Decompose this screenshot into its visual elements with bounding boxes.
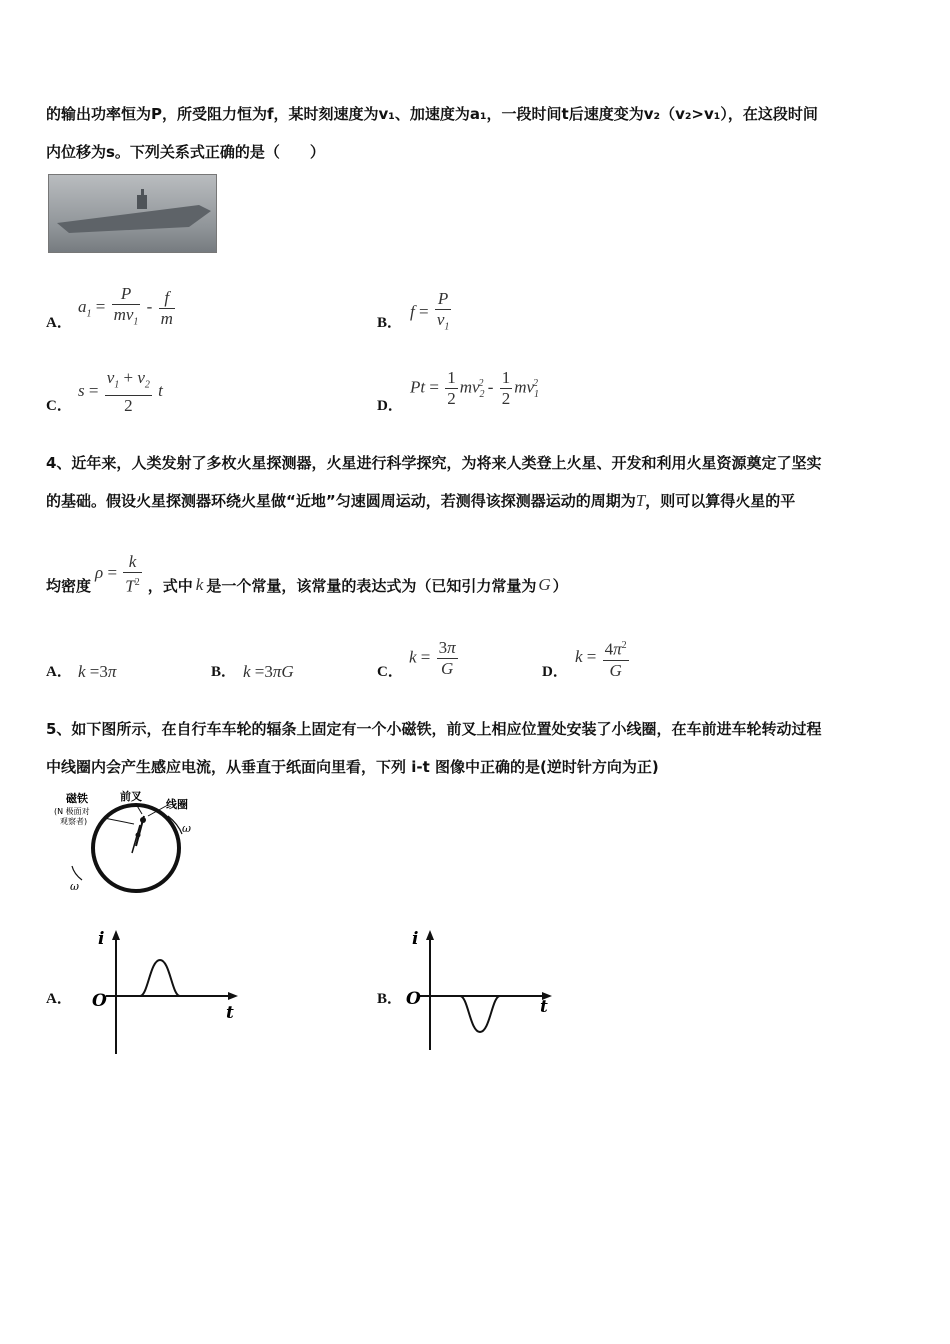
q4-line-3d: ）: [552, 576, 568, 595]
q4-sym-k: k: [195, 575, 204, 595]
y-axis-arrow-icon: [426, 930, 434, 940]
magnet-pointer: [104, 818, 134, 824]
y-axis-arrow-icon: [112, 930, 120, 940]
origin-label: O: [406, 989, 421, 1009]
q3-option-b-label: B．: [377, 315, 403, 331]
q3-option-d-formula: Pt = $\frac{1}{2}$ $mv_2^2$ - $\frac{1}{2}$ $mv_1^2$: [410, 368, 540, 408]
label-magnet: 磁铁: [66, 792, 88, 805]
coil-dot: [140, 817, 146, 823]
q4-option-d-label: D．: [542, 664, 568, 680]
q4-option-c-label: C．: [377, 664, 403, 680]
q4-line-3c: 是一个常量，该常量的表达式为（已知引力常量为: [206, 576, 537, 595]
x-axis-arrow-icon: [228, 992, 238, 1000]
q5-option-a-label: A．: [46, 991, 72, 1007]
axis-label-t: t: [540, 997, 548, 1017]
q5-option-b-label: B．: [377, 991, 403, 1007]
q4-density-formula: ρ = $\frac{k}{T^2}$: [95, 552, 140, 596]
q4-sym-G: G: [538, 575, 551, 595]
q3-line-1: 的输出功率恒为P，所受阻力恒为f，某时刻速度为v₁、加速度为a₁，一段时间t后速度变为v₂（v₂>v₁），在这段时间: [46, 105, 818, 123]
negative-pulse: [430, 996, 500, 1032]
label-omega-right: ω: [182, 822, 191, 835]
q3-option-c-formula: s = $\frac{v_1 + v_2}{2}$ t: [78, 368, 163, 416]
q3-line-2: 内位移为s。下列关系式正确的是（ ）: [46, 143, 325, 161]
q4-line-2b: ，则可以算得火星的平: [645, 492, 796, 510]
q5-graph-a: [88, 926, 248, 1061]
q4-sym-T: T: [635, 491, 646, 510]
q4-line-2: [46, 490, 795, 511]
q3-option-b-formula: f = $\frac{P}{v_1}$: [410, 289, 450, 333]
carrier-silhouette-icon: [49, 175, 216, 252]
q4-line-1: 4、近年来，人类发射了多枚火星探测器，火星进行科学探究，为将来人类登上火星、开发和利用火星资源奠定了坚实: [46, 454, 822, 472]
q4-option-a-label: A．: [46, 664, 72, 680]
q4-option-a-formula: k =3π: [78, 662, 117, 681]
q5-graph-b: [402, 926, 562, 1061]
q5-line-2: 中线圈内会产生感应电流，从垂直于纸面向里看，下列 i-t 图像中正确的是(逆时针方向为正): [46, 758, 659, 776]
aircraft-carrier-photo: [48, 174, 217, 253]
positive-pulse: [116, 960, 180, 996]
q4-line-3b: ，式中: [147, 576, 193, 595]
omega-arrow-left: [72, 866, 82, 880]
q4-option-c-formula: k = $\frac{3\pi}{G}$: [409, 638, 456, 678]
label-omega-left: ω: [70, 880, 79, 893]
label-fork: 前叉: [120, 790, 142, 803]
axis-label-i: i: [98, 929, 105, 949]
origin-label: O: [92, 991, 107, 1011]
bicycle-wheel-figure: [48, 788, 198, 898]
magnet-dot: [136, 833, 141, 838]
q4-option-b-label: B．: [211, 664, 237, 680]
label-coil: 线圈: [166, 798, 188, 811]
axis-label-t: t: [226, 1003, 234, 1023]
q4-option-b-formula: k =3πG: [243, 662, 294, 681]
axis-label-i: i: [412, 929, 419, 949]
q4-line-2a: 的基础。假设火星探测器环绕火星做“近地”匀速圆周运动，若测得该探测器运动的周期为: [46, 492, 636, 510]
q4-option-d-formula: k = $\frac{4\pi^2}{G}$: [575, 636, 631, 681]
label-magnet-note-2: 观察者): [60, 817, 88, 826]
q5-line-1: 5、如下图所示，在自行车车轮的辐条上固定有一个小磁铁，前叉上相应位置处安装了小线圈，在车前进车轮转动过程: [46, 720, 822, 738]
q3-option-c-label: C．: [46, 398, 72, 414]
q4-line-3a: 均密度: [46, 576, 92, 595]
q3-option-a-label: A．: [46, 315, 72, 331]
label-magnet-note-1: (N 极面对: [54, 807, 90, 816]
q3-option-d-label: D．: [377, 398, 403, 414]
q3-option-a-formula: $a_1$ = $\frac{P}{mv_1}$ - $\frac{f}{m}$: [78, 284, 173, 328]
q4-line-3: [46, 552, 568, 597]
